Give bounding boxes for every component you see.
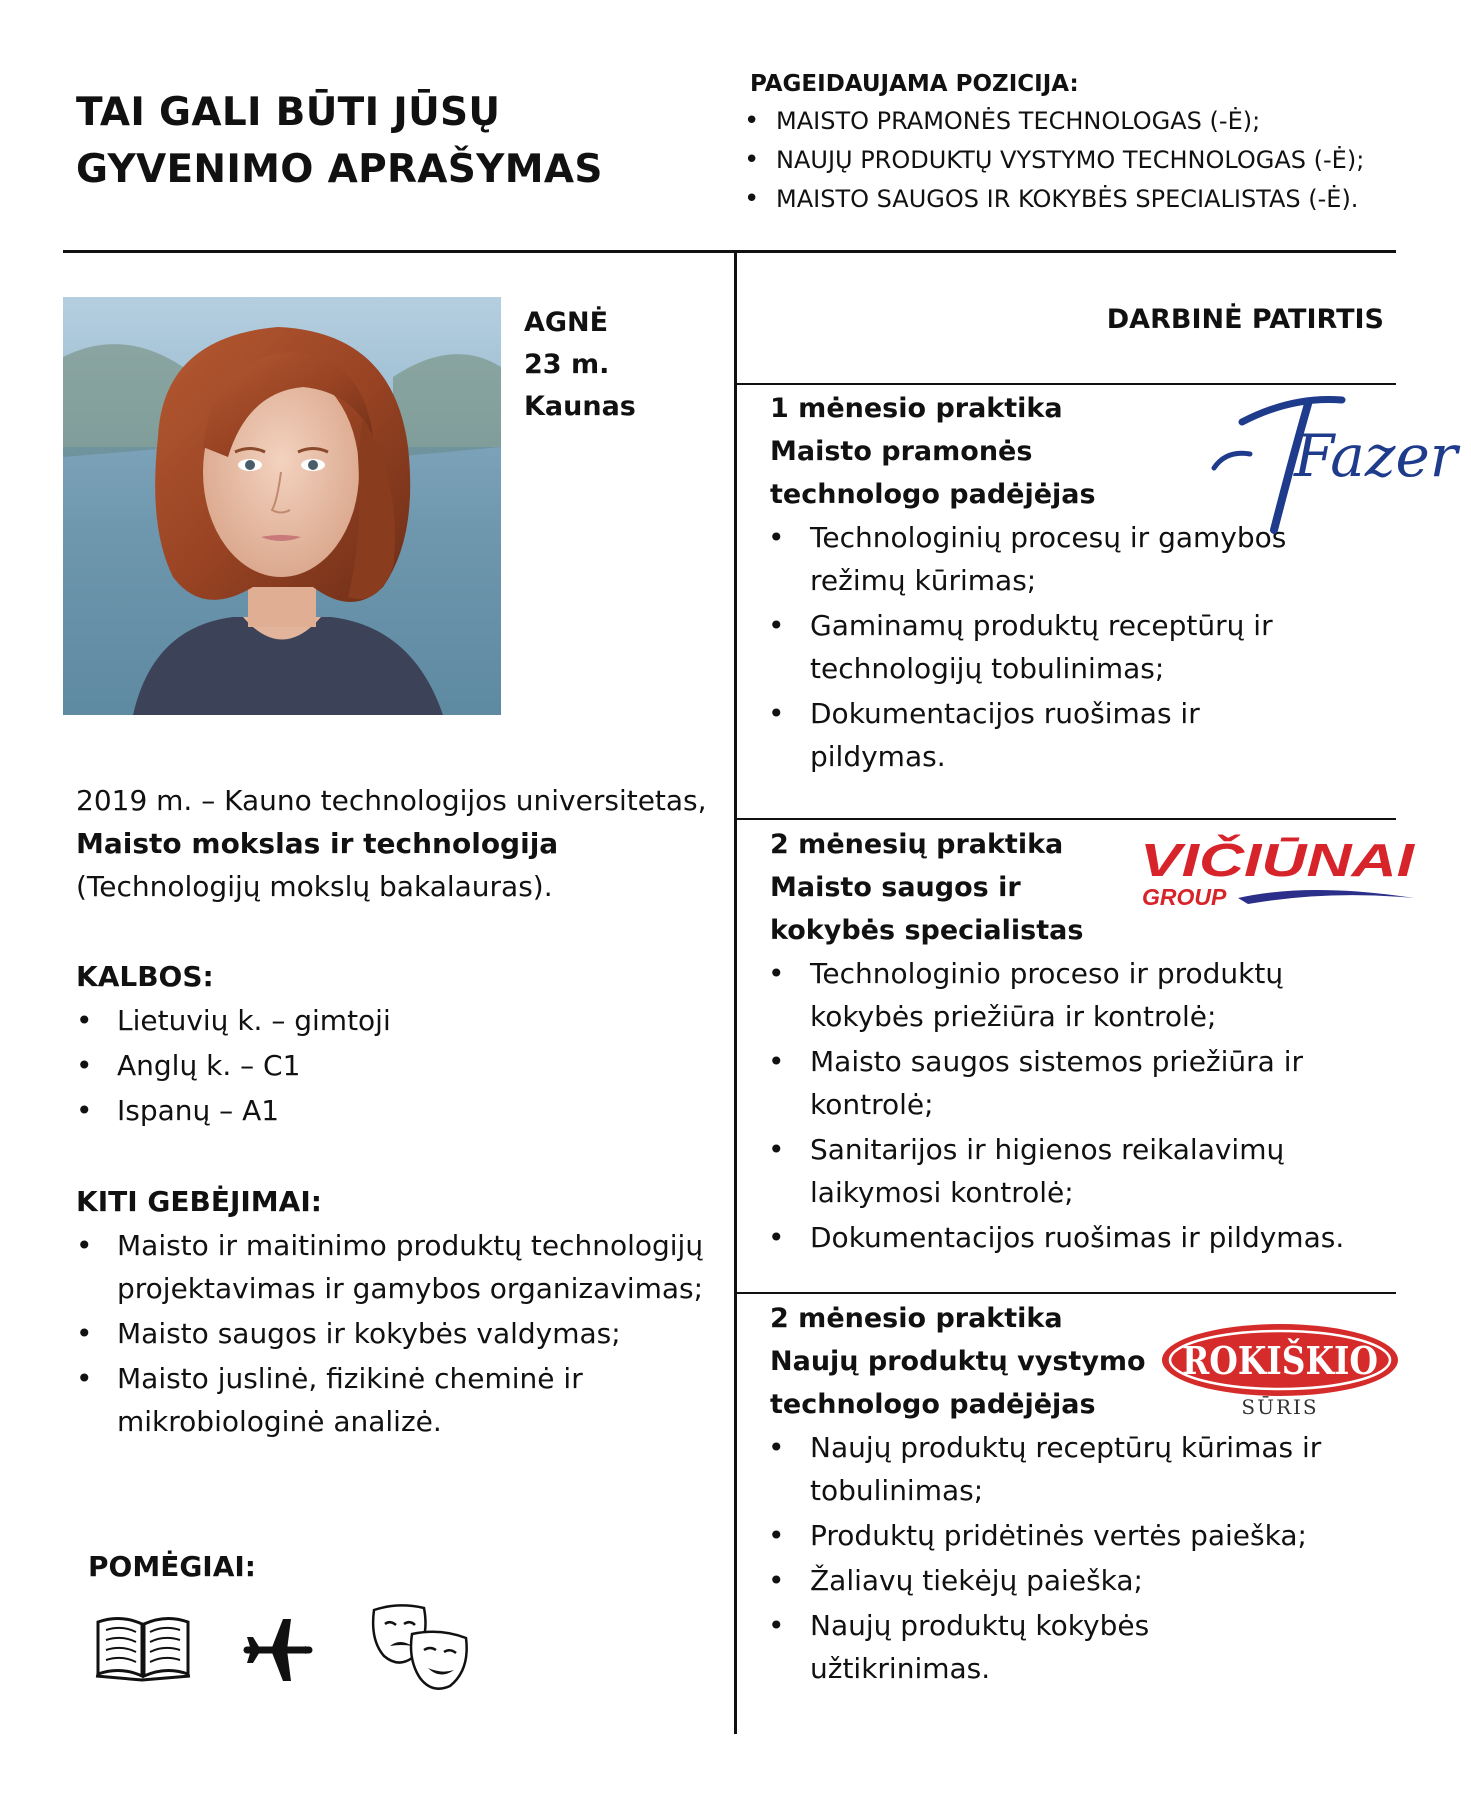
- person-info: [524, 302, 636, 428]
- experience-heading: DARBINĖ PATIRTIS: [1106, 304, 1384, 335]
- job-duties: [770, 1426, 1330, 1690]
- list-item: • Produktų pridėtinės vertės paieška;: [770, 1514, 1330, 1557]
- experience-divider-1: [736, 383, 1396, 385]
- profile-photo: [63, 297, 501, 715]
- list-item: • Naujų produktų receptūrų kūrimas ir tobulinimas;: [770, 1426, 1330, 1512]
- desired-position-heading: PAGEIDAUJAMA POZICIJA:: [750, 71, 1079, 97]
- job-duration: 2 mėnesio praktika: [770, 1303, 1063, 1334]
- education: [76, 779, 736, 908]
- viciunai-logo-sub: GROUP: [1142, 884, 1227, 910]
- viciunai-logo-text: VIČIŪNAI: [1140, 834, 1416, 886]
- fazer-logo-text: Fazer: [1294, 422, 1458, 490]
- viciunai-logo: [1138, 834, 1418, 918]
- list-item: • Dokumentacijos ruošimas ir pildymas.: [770, 1216, 1370, 1259]
- desired-position-list: [740, 102, 1460, 219]
- person-age: 23 m.: [524, 349, 610, 380]
- job-duties: [770, 516, 1290, 778]
- list-item: • Gaminamų produktų receptūrų ir technologijų tobulinimas;: [770, 604, 1290, 690]
- theater-masks-icon: [368, 1600, 473, 1699]
- hobbies-heading: POMĖGIAI:: [88, 1550, 256, 1583]
- list-item: • Technologinių procesų ir gamybos režimų kūrimas;: [770, 516, 1290, 602]
- resume-title: [76, 84, 696, 198]
- education-degree: (Technologijų mokslų bakalauras).: [76, 870, 553, 903]
- list-item: • MAISTO PRAMONĖS TECHNOLOGAS (-Ė);: [740, 102, 1460, 141]
- list-item: • Maisto saugos ir kokybės valdymas;: [76, 1312, 716, 1355]
- job-title-line-1: Maisto pramonės: [770, 436, 1033, 467]
- list-item: • Anglų k. – C1: [76, 1044, 736, 1087]
- list-item: • Maisto juslinė, fizikinė cheminė ir mikrobiologinė analizė.: [76, 1357, 716, 1443]
- airplane-icon: [243, 1615, 313, 1689]
- education-program: Maisto mokslas ir technologija: [76, 827, 559, 860]
- job-title-line-2: technologo padėjėjas: [770, 479, 1096, 510]
- job-title-line-1: Maisto saugos ir: [770, 872, 1021, 903]
- title-line-2: GYVENIMO APRAŠYMAS: [76, 147, 603, 192]
- skills-heading: KITI GEBĖJIMAI:: [76, 1185, 322, 1218]
- rokiskio-logo: [1150, 1318, 1410, 1422]
- job-duration: 2 mėnesių praktika: [770, 829, 1064, 860]
- education-line: 2019 m. – Kauno technologijos universitetas,: [76, 784, 707, 817]
- job-title-line-2: technologo padėjėjas: [770, 1389, 1096, 1420]
- experience-divider-2: [736, 818, 1396, 820]
- languages-section: [76, 955, 736, 1134]
- job-duties: [770, 952, 1370, 1259]
- list-item: • Sanitarijos ir higienos reikalavimų laikymosi kontrolė;: [770, 1128, 1370, 1214]
- job-title-line-1: Naujų produktų vystymo: [770, 1346, 1146, 1377]
- person-city: Kaunas: [524, 391, 636, 422]
- list-item: • Dokumentacijos ruošimas ir pildymas.: [770, 692, 1290, 778]
- list-item: • Naujų produktų kokybės užtikrinimas.: [770, 1604, 1330, 1690]
- person-name: AGNĖ: [524, 307, 609, 338]
- fazer-logo: [1212, 390, 1458, 544]
- header-divider: [63, 250, 1396, 253]
- skills-list: [76, 1224, 716, 1443]
- languages-list: [76, 999, 736, 1132]
- list-item: • Maisto ir maitinimo produktų technologijų projektavimas ir gamybos organizavimas;: [76, 1224, 716, 1310]
- rokiskio-logo-text: ROKIŠKIO: [1182, 1338, 1378, 1383]
- languages-heading: KALBOS:: [76, 960, 214, 993]
- skills-section: [76, 1180, 716, 1445]
- list-item: • Maisto saugos sistemos priežiūra ir kontrolė;: [770, 1040, 1370, 1126]
- list-item: • MAISTO SAUGOS IR KOKYBĖS SPECIALISTAS (-Ė).: [740, 180, 1460, 219]
- list-item: • Ispanų – A1: [76, 1089, 736, 1132]
- list-item: • Žaliavų tiekėjų paieška;: [770, 1559, 1330, 1602]
- rokiskio-logo-sub: SŪRIS: [1241, 1395, 1319, 1419]
- job-title-line-2: kokybės specialistas: [770, 915, 1084, 946]
- title-line-1: TAI GALI BŪTI JŪSŲ: [76, 90, 501, 135]
- list-item: • Technologinio proceso ir produktų kokybės priežiūra ir kontrolė;: [770, 952, 1370, 1038]
- list-item: • NAUJŲ PRODUKTŲ VYSTYMO TECHNOLOGAS (-Ė);: [740, 141, 1460, 180]
- book-icon: [94, 1610, 192, 1686]
- list-item: • Lietuvių k. – gimtoji: [76, 999, 736, 1042]
- desired-position: [740, 66, 1460, 219]
- job-duration: 1 mėnesio praktika: [770, 393, 1063, 424]
- experience-divider-3: [736, 1292, 1396, 1294]
